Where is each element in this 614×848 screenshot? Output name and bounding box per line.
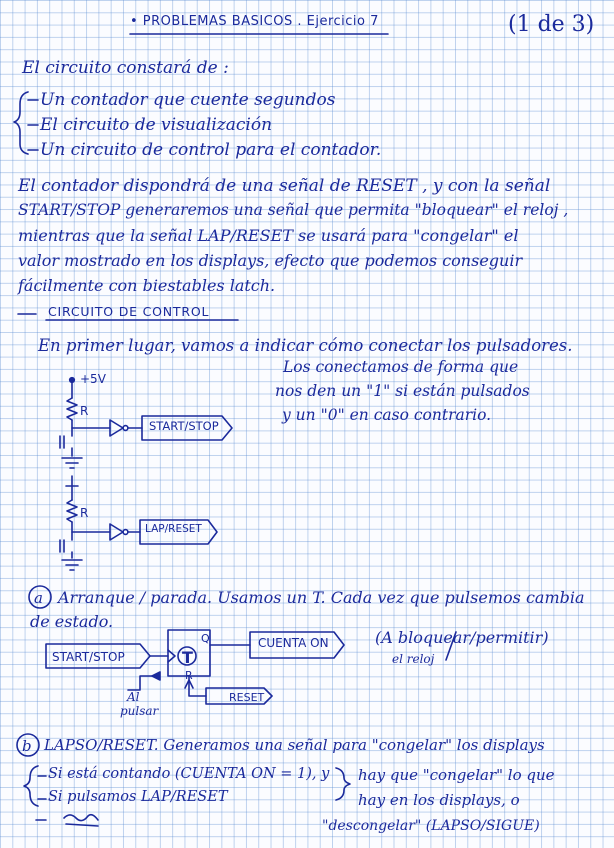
part-b-result: hay que "congelar" lo que bbox=[358, 766, 555, 784]
signal-box-label: START/STOP bbox=[149, 419, 219, 433]
note-paren-slash bbox=[446, 632, 456, 660]
paragraph-line: mientras que la señal LAP/RESET se usará para "congelar" el bbox=[18, 226, 519, 245]
reset-box bbox=[206, 688, 272, 704]
resistor-label: R bbox=[80, 404, 89, 418]
intro-item: Un circuito de control para el contador. bbox=[40, 140, 382, 160]
paragraph-line: START/STOP generaremos una señal que permita "bloquear" el reloj , bbox=[18, 201, 569, 219]
buffer-symbol bbox=[110, 420, 123, 436]
pushbutton-symbol bbox=[60, 532, 72, 558]
part-b-result: hay en los displays, o bbox=[358, 791, 520, 809]
press-edge bbox=[128, 676, 152, 690]
section-title: CIRCUITO DE CONTROL bbox=[48, 304, 210, 319]
flipflop-t-circle bbox=[178, 647, 196, 665]
intro-item: El circuito de visualización bbox=[40, 115, 273, 135]
part-a-input-box bbox=[46, 644, 150, 668]
pushbutton-circuit-1 bbox=[60, 378, 232, 468]
page-number: (1 de 3) bbox=[508, 12, 595, 37]
side-note-line: Los conectamos de forma que bbox=[283, 358, 519, 376]
part-b-right-brace bbox=[336, 768, 350, 800]
scribble-mark bbox=[64, 815, 98, 826]
part-a-input-label: START/STOP bbox=[52, 650, 125, 664]
signal-box-label: LAP/RESET bbox=[145, 523, 202, 535]
intro-item: Un contador que cuente segundos bbox=[40, 90, 336, 110]
buffer-symbol bbox=[110, 524, 123, 540]
list-dash bbox=[28, 100, 38, 150]
flipflop-box bbox=[168, 630, 210, 676]
resistor-label: R bbox=[80, 506, 89, 520]
part-a-output-box bbox=[250, 632, 344, 658]
part-b-circle-letter: b bbox=[22, 737, 32, 755]
side-note-line: nos den un "1" si están pulsados bbox=[275, 382, 530, 400]
signal-box bbox=[142, 416, 232, 440]
signal-box bbox=[140, 520, 217, 544]
clock-edge bbox=[168, 650, 175, 662]
paragraph-line: fácilmente con biestables latch. bbox=[18, 276, 276, 295]
paragraph-line: El contador dispondrá de una señal de RESET , y con la señal bbox=[18, 176, 551, 196]
side-note-line: y un "0" en caso contrario. bbox=[282, 406, 492, 424]
ground-symbol bbox=[62, 458, 82, 468]
page-title: • PROBLEMAS BASICOS . Ejercicio 7 bbox=[130, 14, 379, 29]
flipflop-q-label: Q bbox=[201, 632, 210, 645]
press-arrow bbox=[152, 672, 160, 680]
part-b-brace bbox=[24, 766, 38, 806]
section-line: En primer lugar, vamos a indicar cómo conectar los pulsadores. bbox=[38, 336, 573, 355]
press-label: pulsar bbox=[120, 704, 159, 718]
press-label: Al bbox=[127, 690, 140, 704]
part-b-result: "descongelar" (LAPSO/SIGUE) bbox=[322, 818, 540, 834]
part-b-condition: Si pulsamos LAP/RESET bbox=[48, 789, 228, 805]
part-a-note: (A bloquear/permitir) bbox=[375, 628, 549, 647]
part-a-output-label: CUENTA ON bbox=[258, 636, 329, 650]
paragraph-line: valor mostrado en los displays, efecto que podemos conseguir bbox=[18, 251, 523, 270]
flipflop-r-label: R bbox=[185, 669, 193, 682]
part-b-condition: Si está contando (CUENTA ON = 1), y bbox=[48, 766, 330, 782]
list-brace bbox=[14, 92, 28, 154]
part-a-note: el reloj bbox=[392, 652, 435, 666]
part-a-line: de estado. bbox=[30, 612, 114, 631]
flipflop-t-label: T bbox=[182, 648, 193, 667]
intro-lead: El circuito constará de : bbox=[22, 58, 229, 78]
pushbutton-symbol bbox=[60, 428, 72, 456]
resistor-symbol bbox=[67, 398, 77, 420]
resistor-symbol bbox=[67, 500, 77, 522]
part-a-line: Arranque / parada. Usamos un T. Cada vez que pulsemos cambia bbox=[58, 588, 585, 607]
pushbutton-circuit-2 bbox=[60, 476, 217, 570]
ground-symbol bbox=[62, 560, 82, 570]
part-b-line: LAPSO/RESET. Generamos una señal para "congelar" los displays bbox=[44, 736, 545, 754]
reset-label: RESET bbox=[229, 691, 265, 704]
part-a-circle-letter: a bbox=[34, 589, 43, 607]
supply-label: +5V bbox=[80, 372, 106, 386]
part-b-dash bbox=[38, 776, 46, 799]
